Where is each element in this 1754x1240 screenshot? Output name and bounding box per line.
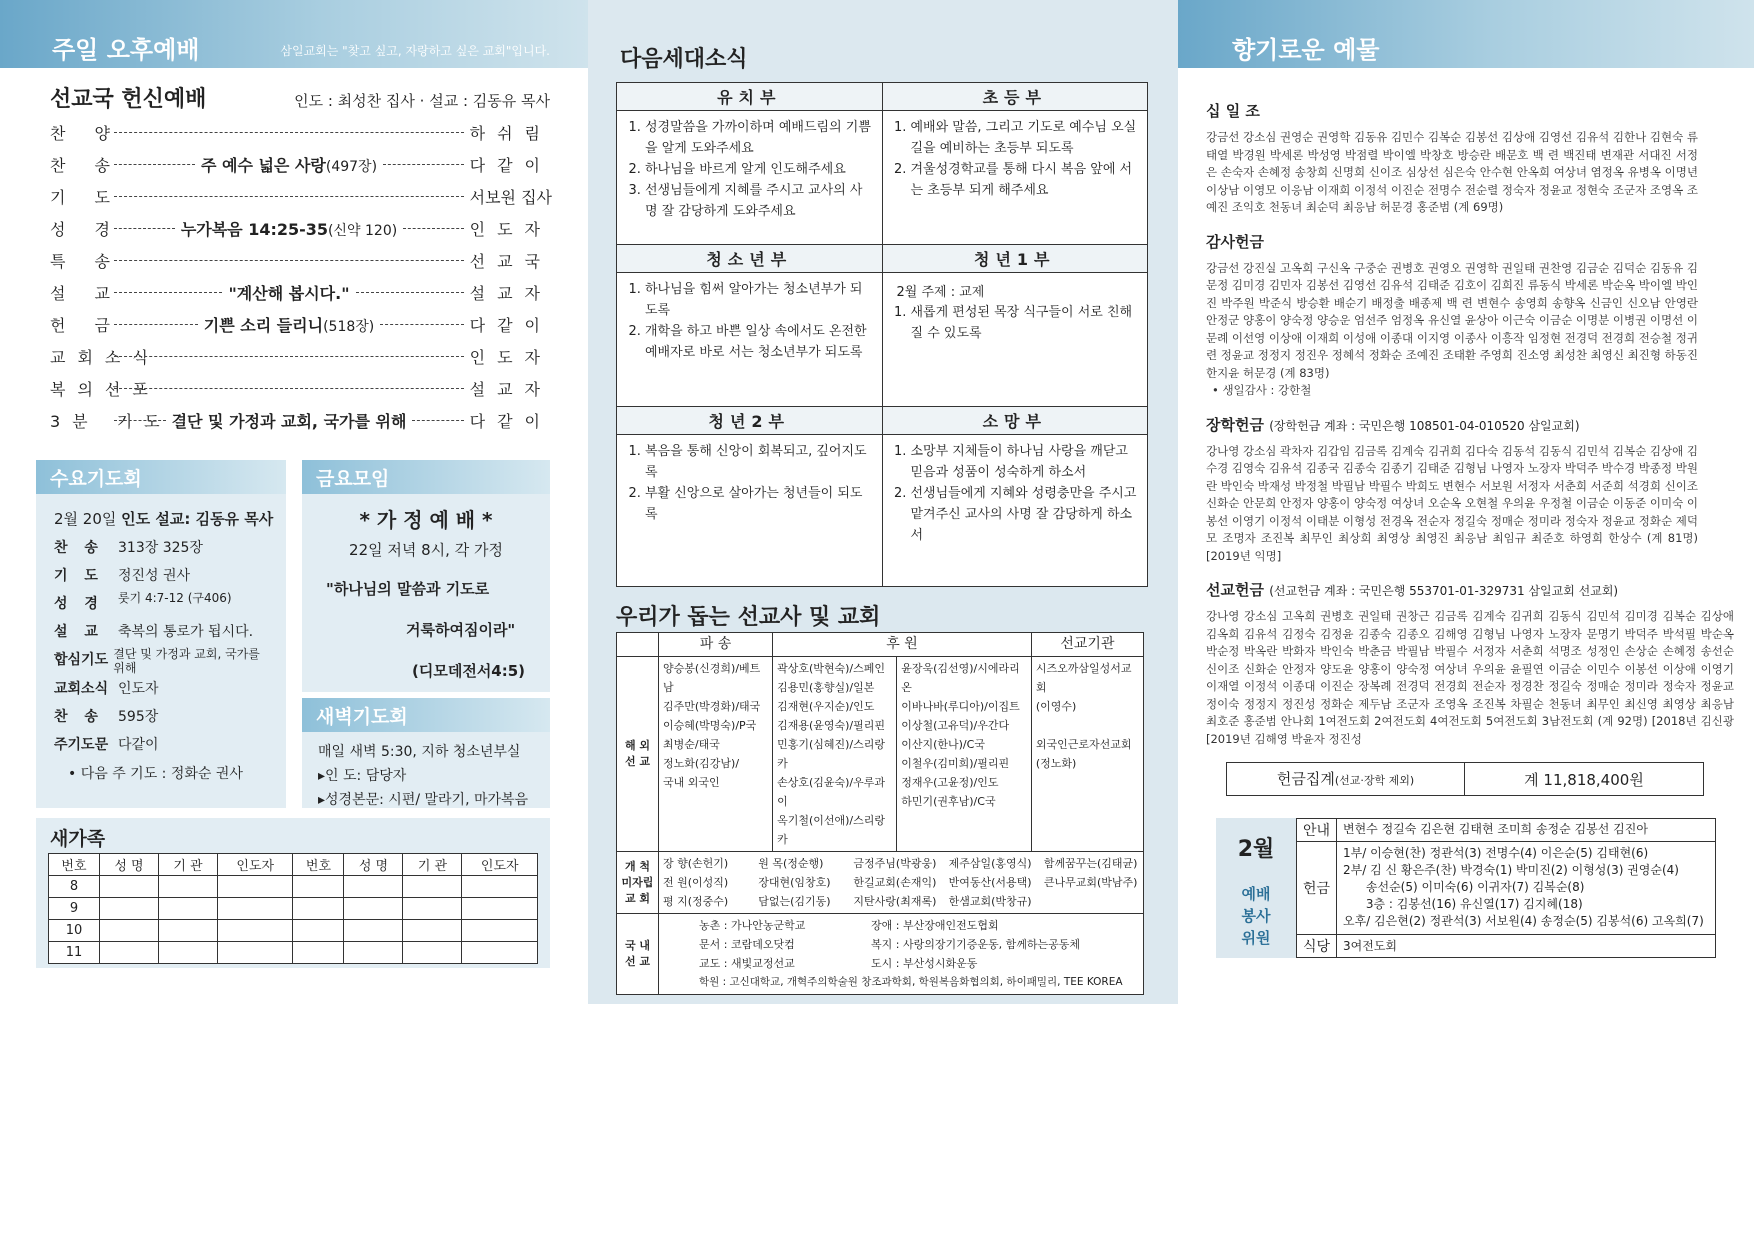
order-item-sub: (497장) xyxy=(325,158,378,175)
overseas-row xyxy=(617,657,1144,852)
wed-item xyxy=(54,731,274,759)
family-cell xyxy=(403,898,462,920)
family-cell xyxy=(293,920,344,942)
family-cell: 8 xyxy=(49,876,100,898)
scholarship-names: 강나영 강소심 곽차자 김갑임 김금록 김계숙 김귀희 김다숙 김동석 김동식 김민석 김복순 김상애 김수경 김영숙 김유석 김종국 김종숙 김종기 김태준 김형님 나영자 노장자 박덕주 박수경 박종정 박원란 박인숙 박재성 박정철 박필남 박필수 박희도 변현수 서보원 서정자 서춘희 서준희 석경희 신이조 신화순 안문희 안정자 양홍이 양숙정 여상녀 오순옥 오현철 우의윤 우정철 이금순 이동준 이미숙 이봉선 이영기 이정석 이태분 이형성 전경옥 전순자 정길숙 정매순 정미라 정숙자 정윤교 정화순 제덕모 조명자 조진복 최무인 최상희 최영상 최영진 최응남 최임규 최준호 하영희 한상수 (계 81명) [2019년 익명] xyxy=(1206,443,1698,563)
family-row xyxy=(49,942,538,964)
dawn-line-3: ▸성경본문: 시편/ 말라기, 마가복음 xyxy=(318,792,529,808)
dept-body xyxy=(617,435,883,587)
volunteer-row xyxy=(1297,819,1716,842)
family-cell xyxy=(403,920,462,942)
mission-entry: 외국인근로자선교회 xyxy=(1035,738,1132,751)
dept-body xyxy=(882,435,1148,587)
wed-item xyxy=(54,703,274,731)
domestic-label: 국 내 선 교 xyxy=(617,914,659,995)
pioneer-church: 큰나무교회(박남주) xyxy=(1043,876,1138,889)
domestic-line xyxy=(699,954,1139,973)
mission-entry: (이영수) xyxy=(1035,700,1077,713)
dept-item: 3. 선생님들에게 지혜를 주시고 교사의 사명 잘 감당하게 도와주세요 xyxy=(645,180,874,222)
pioneer-church xyxy=(1044,892,1139,911)
family-cell xyxy=(462,876,538,898)
wed-leader: 인도 설교: 김동유 목사 xyxy=(121,510,274,528)
mission-header: 선교기관 xyxy=(1031,633,1143,657)
family-header: 인도자 xyxy=(462,854,538,876)
mission-corner xyxy=(617,633,659,657)
pioneer-line xyxy=(663,854,1139,873)
pioneer-cell xyxy=(659,852,1144,914)
dept-name: 초등부 xyxy=(882,83,1148,111)
mission-entry: 정재우(고윤정)/인도 xyxy=(901,776,999,789)
order-label: 복의선포 xyxy=(50,379,160,399)
thanks-names: 강금선 강진실 고옥희 구신옥 구중순 권병호 권영오 권영학 권일태 권찬영 김금순 김덕순 김동유 김문정 김미경 김민자 김봉선 김영선 김유석 김태준 김호이 김희진 류동식 박세론 박순옥 박이엘 박인진 박주원 박준식 방승환 배순기 배정출 배종제 백 련 변현수 송영희 송향옥 신금인 신오남 안영란 안정군 양홍이 양숙정 양승운 엄선주 엄정옥 유신열 윤상아 이근숙 이금순 이명분 이병권 이명선 이문례 이선영 이상애 이재희 이성애 이종대 이지영 이종사 이흥작 임정현 전경덕 전경희 전승철 정귀련 정윤교 정정지 정진우 정혜석 정화순 조예진 조태환 주영희 진소영 최성찬 최영신 최진형 하동진 한지윤 허문경 (계 83명) xyxy=(1206,260,1698,380)
domestic-item: 도시 : 부산성시화운동 xyxy=(871,957,978,970)
wed-items xyxy=(54,534,274,759)
family-cell xyxy=(344,876,403,898)
dept-item: 1. 소망부 지체들이 하나님 사랑을 깨닫고 믿음과 성품이 성숙하게 하소서 xyxy=(911,441,1140,483)
right-header-title: 향기로운 예물 xyxy=(1232,36,1380,64)
wed-item xyxy=(54,534,274,562)
volunteer-names: 변현수 정길숙 김은현 김태현 조미희 송정순 김봉선 김진아 xyxy=(1337,819,1716,842)
domestic-item: 교도 : 새빛교정선교 xyxy=(699,957,795,970)
mission-entry: 곽상호(박현숙)/스페인 xyxy=(777,662,886,675)
total-label: 헌금집계 xyxy=(1276,770,1335,788)
pioneer-line xyxy=(663,873,1139,892)
wed-item-label: 성 경 xyxy=(54,596,104,612)
dept-body xyxy=(882,111,1148,245)
dawn-line-2: ▸인 도: 담당자 xyxy=(318,768,407,784)
next-gen-table xyxy=(616,82,1148,587)
friday-time: 22일 저녁 8시, 각 가정 xyxy=(349,541,503,559)
order-person: 다같이 xyxy=(469,315,552,335)
volunteer-row xyxy=(1297,935,1716,958)
dept-header-row xyxy=(617,83,1148,111)
order-dash xyxy=(114,228,175,229)
wed-item xyxy=(54,646,274,675)
mission-entry: 시즈오까삼일성서교회 xyxy=(1035,662,1132,694)
dept-item: 1. 성경말씀을 가까이하며 예배드림의 기쁨을 알게 도와주세요 xyxy=(645,117,874,159)
friday-verse-2: 거룩하여짐이라" xyxy=(406,621,516,639)
dept-list xyxy=(883,435,1148,546)
dept-list xyxy=(617,273,882,363)
family-header: 번호 xyxy=(49,854,100,876)
family-cell: 10 xyxy=(49,920,100,942)
dept-list xyxy=(883,111,1148,201)
order-dash xyxy=(114,260,464,261)
tithe-title: 십 일 조 xyxy=(1206,102,1260,120)
order-row xyxy=(50,180,552,212)
domestic-item: 농촌 : 가나안농군학교 xyxy=(699,919,806,932)
pioneer-church: 장 향(손헌기) xyxy=(663,857,729,870)
family-cell xyxy=(403,942,462,964)
order-item: 누가복음 14:25-35(신약 120) xyxy=(180,219,398,239)
dept-item: 1. 예배와 말씀, 그리고 기도로 예수님 오실 길을 예비하는 초등부 되도록 xyxy=(911,117,1140,159)
family-cell xyxy=(158,942,217,964)
volunteer-label: 예배 봉사 위원 xyxy=(1241,885,1271,947)
volunteer-names: 3여전도회 xyxy=(1337,935,1716,958)
dept-theme: 2월 주제 : 교제 xyxy=(896,285,985,300)
mission-entry: 이철우(김미희)/필리핀 xyxy=(901,757,1010,770)
left-header xyxy=(0,0,588,68)
church-slogan: 삼일교회는 "찾고 싶고, 자랑하고 싶은 교회"입니다. xyxy=(280,44,550,58)
overseas-cell xyxy=(773,657,897,852)
order-row xyxy=(50,372,552,404)
total-sub: (선교·장학 제외) xyxy=(1334,774,1415,787)
pioneer-church: 금정주님(박광웅) xyxy=(853,857,937,870)
left-column xyxy=(0,0,588,1004)
family-cell: 11 xyxy=(49,942,100,964)
dept-item: 1. 하나님을 힘써 알아가는 청소년부가 되도록 xyxy=(645,279,874,321)
wed-item-label: 합심기도 xyxy=(54,652,109,668)
dept-name: 청소년부 xyxy=(617,245,883,273)
dawn-line-1: 매일 새벽 5:30, 지하 청소년부실 xyxy=(318,744,521,760)
new-family-box xyxy=(36,818,550,968)
dept-body-row xyxy=(617,435,1148,587)
family-cell xyxy=(462,920,538,942)
wed-item-label: 기 도 xyxy=(54,568,104,584)
order-dash xyxy=(114,356,464,357)
wed-item-value: 룻기 4:7-12 (구406) xyxy=(118,591,232,605)
family-header: 번호 xyxy=(293,854,344,876)
family-header: 기 관 xyxy=(403,854,462,876)
order-item: 결단 및 가정과 교회, 국가를 위해 xyxy=(171,411,407,431)
dept-list xyxy=(617,435,882,525)
family-cell: 9 xyxy=(49,898,100,920)
domestic-line xyxy=(699,916,1139,935)
order-dash xyxy=(114,132,464,133)
mission-entry: 정노화(김강남)/ xyxy=(663,757,740,770)
family-row xyxy=(49,898,538,920)
domestic-line xyxy=(699,935,1139,954)
pioneer-church: 장대현(임창호) xyxy=(758,876,831,889)
family-cell xyxy=(99,898,158,920)
dept-body xyxy=(617,111,883,245)
family-row xyxy=(49,920,538,942)
mission-entry: 국내 외국인 xyxy=(663,776,720,789)
friday-verse-ref: (디모데전서4:5) xyxy=(412,662,526,680)
volunteer-names: 1부/ 이승현(찬) 정관석(3) 전명수(4) 이은순(5) 김태현(6) 2부/ 김 신 황은주(찬) 박경숙(1) 박미진(2) 이형성(3) 권영순(4) 송선순(5) 이미숙(6) 이귀자(7) 김복순(8) 3층 : 김봉선(16) 유신열(17) 김지혜(18) 오후/ 김은현(2) 정관석(3) 서보원(4) 송정순(5) 김봉석(6) 고옥희(7) xyxy=(1337,841,1716,934)
mission-header-row xyxy=(617,633,1144,657)
family-row xyxy=(49,876,538,898)
family-cell xyxy=(158,898,217,920)
family-cell xyxy=(99,876,158,898)
dept-item: 1. 새롭게 편성된 목장 식구들이 서로 친해질 수 있도록 xyxy=(911,302,1140,344)
order-row xyxy=(50,212,552,244)
volunteer-row xyxy=(1297,841,1716,934)
order-label: 찬 송 xyxy=(50,155,122,175)
family-cell xyxy=(99,920,158,942)
order-dash xyxy=(412,420,464,421)
pioneer-church: 전 원(이성직) xyxy=(663,876,729,889)
dept-header-row xyxy=(617,407,1148,435)
order-label: 찬 양 xyxy=(50,123,122,143)
total-value: 계 11,818,400원 xyxy=(1524,770,1644,789)
pioneer-church: 원 목(정순행) xyxy=(758,857,824,870)
wed-item xyxy=(54,618,274,646)
wed-item xyxy=(54,562,274,590)
order-dash xyxy=(114,164,195,165)
family-header: 인도자 xyxy=(218,854,293,876)
order-dash xyxy=(114,196,464,197)
friday-box xyxy=(302,460,550,692)
pioneer-church: 지탄사랑(최재록) xyxy=(853,895,937,908)
order-label: 교회소식 xyxy=(50,347,160,367)
worship-order xyxy=(50,116,552,436)
mission-title: 우리가 돕는 선교사 및 교회 xyxy=(616,605,881,630)
dept-body-row xyxy=(617,273,1148,407)
dept-list xyxy=(883,300,1148,344)
mission-entry: 김재현(우지순)/인도 xyxy=(777,700,875,713)
dept-body xyxy=(882,273,1148,407)
pioneer-row xyxy=(617,852,1144,914)
order-person: 설교자 xyxy=(469,379,552,399)
order-label: 특 송 xyxy=(50,251,122,271)
volunteer-role: 안내 xyxy=(1297,819,1337,842)
order-item-sub: (518장) xyxy=(323,318,375,335)
order-label: 설 교 xyxy=(50,283,122,303)
pioneer-church: 제주삼일(홍영식) xyxy=(948,857,1032,870)
order-dash xyxy=(403,228,464,229)
dept-item: 1. 복음을 통해 신앙이 회복되고, 깊어지도록 xyxy=(645,441,874,483)
wed-next-prayer: • 다음 주 기도 : 정화순 권사 xyxy=(68,766,243,782)
dawn-box xyxy=(302,698,550,808)
pioneer-label: 개 척 미자립 교 회 xyxy=(617,852,659,914)
wed-item xyxy=(54,590,274,618)
wed-item-label: 찬 송 xyxy=(54,540,104,556)
overseas-cell xyxy=(897,657,1032,852)
overseas-cell xyxy=(1031,657,1143,852)
wednesday-title: 수요기도회 xyxy=(36,460,286,494)
family-cell xyxy=(218,942,293,964)
wed-item-value: 다같이 xyxy=(118,737,159,753)
overseas-cell xyxy=(659,657,773,852)
mission-entry: 김재용(윤영숙)/필리핀 xyxy=(777,719,886,732)
dept-item: 2. 부활 신앙으로 살아가는 청년들이 되도록 xyxy=(645,483,874,525)
mission-entry: 민홍기(심혜진)/스리랑카 xyxy=(777,738,886,770)
mission-table xyxy=(616,632,1144,995)
friday-title: 금요모임 xyxy=(302,460,550,494)
pioneer-line xyxy=(663,892,1139,911)
mission-entry: 이상철(고유덕)/우간다 xyxy=(901,719,1010,732)
dept-item: 2. 하나님을 바르게 알게 인도해주세요 xyxy=(645,159,874,180)
mission-entry: 양승봉(신경희)/베트남 xyxy=(663,662,761,694)
order-item: "계산해 봅시다." xyxy=(228,283,350,303)
volunteer-section xyxy=(1216,818,1716,958)
dept-body-row xyxy=(617,111,1148,245)
order-row xyxy=(50,276,552,308)
family-cell xyxy=(403,876,462,898)
wed-item-value: 결단 및 가정과 교회, 국가를 위해 xyxy=(113,647,260,675)
mission-entry: 윤장욱(김선영)/시에라리온 xyxy=(901,662,1020,694)
pioneer-church: 평 지(정중수) xyxy=(663,895,729,908)
mission-entry xyxy=(1036,716,1139,735)
family-cell xyxy=(293,876,344,898)
family-cell xyxy=(293,942,344,964)
wed-item-value: 인도자 xyxy=(118,681,159,697)
family-cell xyxy=(158,920,217,942)
wed-item-label: 찬 송 xyxy=(54,709,104,725)
volunteer-role: 식당 xyxy=(1297,935,1337,958)
offering-total-box xyxy=(1226,762,1704,796)
dept-item: 2. 개학을 하고 바쁜 일상 속에서도 온전한 예배자로 바로 서는 청소년부가 되도록 xyxy=(645,321,874,363)
order-person: 인도자 xyxy=(469,219,552,239)
mission-entry: (정노화) xyxy=(1035,757,1077,770)
dept-name: 청년2부 xyxy=(617,407,883,435)
order-dash xyxy=(380,324,464,325)
service-title: 선교국 헌신예배 xyxy=(50,87,207,112)
wed-date: 2월 20일 xyxy=(54,510,117,528)
order-row xyxy=(50,404,552,436)
domestic-item: 장애 : 부산장애인전도협회 xyxy=(871,919,999,932)
volunteer-month: 2월 xyxy=(1237,837,1275,862)
domestic-item: 복지 : 사랑의장기기증운동, 함께하는공동체 xyxy=(871,938,1080,951)
pioneer-church: 한길교회(손재익) xyxy=(853,876,937,889)
mission-offering-names: 강나영 강소심 고옥희 권병호 권일태 권창근 김금록 김계숙 김귀희 김동식 김민석 김미경 김복순 김상애 김옥희 김유석 김정숙 김정윤 김종숙 김종오 김해영 김형님 나영자 노장자 문명기 박덕주 박석필 박순옥 박순정 박옥란 박화자 박인숙 박춘금 박필남 박필수 서정자 서춘희 석명조 성정인 손상순 손혜정 송선순 신이조 신화순 안정자 양도윤 양홍이 양숙정 여상녀 우의윤 윤필연 이금순 이민수 이봉선 이상애 이영기 이재열 이정석 이종대 이진순 장복례 전경덕 전경희 전순자 정경찬 정길숙 정매순 정미라 정숙자 정윤교 정이숙 정정지 정진성 정화순 제두남 조군자 조영옥 조진복 차필순 천동녀 최무인 최신영 최영상 최응남 최호준 홍준범 안나회 1여전도회 2여전도회 4여전도회 5여전도회 3남전도회 (계 92명) [2018년 김신광 [2019년 김해영 박윤자 정진성 xyxy=(1206,609,1734,746)
next-gen-title: 다음세대소식 xyxy=(620,47,748,72)
order-row xyxy=(50,340,552,372)
dept-name: 유치부 xyxy=(617,83,883,111)
birthday-thanks: • 생일감사 : 강한철 xyxy=(1212,383,1312,397)
mission-entry: 최병순/태국 xyxy=(663,738,720,751)
wednesday-box xyxy=(36,460,286,808)
pioneer-church: 반여동산(서용택) xyxy=(948,876,1032,889)
order-person: 인도자 xyxy=(469,347,552,367)
family-cell xyxy=(218,898,293,920)
dept-item: 2. 겨울성경학교를 통해 다시 복음 앞에 서는 초등부 되게 해주세요 xyxy=(911,159,1140,201)
order-dash xyxy=(114,292,222,293)
mission-offering-account: (선교헌금 계좌 : 국민은행 553701-01-329731 삼일교회 선교회) xyxy=(1269,584,1619,598)
friday-verse-1: "하나님의 말씀과 기도로 xyxy=(326,580,490,598)
family-cell xyxy=(344,898,403,920)
family-cell xyxy=(99,942,158,964)
dept-item: 2. 선생님들에게 지혜와 성령충만을 주시고 맡겨주신 교사의 사명 잘 감당하게 하소서 xyxy=(911,483,1140,546)
order-row xyxy=(50,116,552,148)
family-cell xyxy=(218,920,293,942)
order-person: 설교자 xyxy=(469,283,552,303)
volunteer-table xyxy=(1296,818,1716,958)
domestic-line: 학원 : 고신대학교, 개혁주의학술원 창조과학회, 학원복음화협의회, 하이패밀리, TEE KOREA xyxy=(699,976,1123,988)
order-person: 하쉬림 xyxy=(469,123,552,143)
order-person: 선교국 xyxy=(469,251,552,271)
dawn-title: 새벽기도회 xyxy=(302,698,550,732)
mission-entry: 하민기(권후남)/C국 xyxy=(901,795,996,808)
order-dash xyxy=(356,292,464,293)
wed-item-label: 설 교 xyxy=(54,624,104,640)
mission-header: 파 송 xyxy=(659,633,773,657)
family-cell xyxy=(462,942,538,964)
dept-name: 소망부 xyxy=(882,407,1148,435)
order-item-sub: (신약 120) xyxy=(328,222,398,239)
domestic-cell xyxy=(659,914,1144,995)
order-person: 서보원 집사 xyxy=(469,187,552,207)
pioneer-church: 함께꿈꾸는(김태균) xyxy=(1043,857,1138,870)
order-label: 기 도 xyxy=(50,187,122,207)
mission-entry: 손상호(김윤숙)/우루과이 xyxy=(777,776,886,808)
order-dash xyxy=(383,164,464,165)
service-meta: 인도 : 최성찬 집사 · 설교 : 김동유 목사 xyxy=(294,92,550,110)
family-header: 성 명 xyxy=(344,854,403,876)
scholarship-account: (장학헌금 계좌 : 국민은행 108501-04-010520 삼일교회) xyxy=(1269,418,1580,433)
thanks-title: 감사헌금 xyxy=(1206,232,1264,251)
domestic-item: 문서 : 코람데오닷컴 xyxy=(699,938,795,951)
dept-body xyxy=(617,273,883,407)
right-header xyxy=(1178,0,1754,68)
family-cell xyxy=(158,876,217,898)
mission-entry: 김주만(박경화)/태국 xyxy=(663,700,761,713)
mission-offering-title: 선교헌금 xyxy=(1206,581,1264,599)
right-column xyxy=(1178,0,1754,1004)
order-label: 3분 기도 xyxy=(50,411,172,431)
order-item: 기쁜 소리 들리니(518장) xyxy=(203,315,375,335)
mission-entry: 김용민(홍향실)/일본 xyxy=(777,681,875,694)
mission-entry: 이승혜(박명숙)/P국 xyxy=(663,719,757,732)
domestic-row xyxy=(617,914,1144,995)
family-header: 기 관 xyxy=(158,854,217,876)
dept-name: 청년1부 xyxy=(882,245,1148,273)
order-dash xyxy=(114,420,166,421)
overseas-label: 해 외 선 교 xyxy=(617,657,659,852)
mission-entry: 이바나바(루디아)/이집트 xyxy=(901,700,1020,713)
order-person: 다같이 xyxy=(469,411,552,431)
order-person: 다같이 xyxy=(469,155,552,175)
order-dash xyxy=(114,324,198,325)
order-row xyxy=(50,148,552,180)
wed-item xyxy=(54,675,274,703)
family-cell xyxy=(218,876,293,898)
family-cell xyxy=(344,920,403,942)
wed-item-value: 595장 xyxy=(118,709,159,725)
new-family-title: 새가족 xyxy=(50,828,106,850)
dept-list xyxy=(617,111,882,222)
wed-item-label: 교회소식 xyxy=(54,681,109,697)
mission-entry: 이산지(한나)/C국 xyxy=(901,738,985,751)
wed-item-value: 313장 325장 xyxy=(118,540,203,556)
left-header-title: 주일 오후예배 xyxy=(52,36,200,64)
pioneer-church: 한샘교회(박창규) xyxy=(948,895,1032,908)
mission-header: 후 원 xyxy=(773,633,1032,657)
family-header: 성 명 xyxy=(99,854,158,876)
wed-item-value: 축복의 통로가 됩시다. xyxy=(118,624,254,640)
wed-item-value: 정진성 권사 xyxy=(118,568,191,584)
order-item: 주 예수 넓은 사랑(497장) xyxy=(200,155,378,175)
scholarship-title: 장학헌금 xyxy=(1206,415,1264,434)
order-label: 성 경 xyxy=(50,219,122,239)
friday-sub: * 가 정 예 배 * xyxy=(359,508,493,532)
order-row xyxy=(50,308,552,340)
family-cell xyxy=(293,898,344,920)
volunteer-role: 헌금 xyxy=(1297,841,1337,934)
family-cell xyxy=(462,898,538,920)
order-label: 헌 금 xyxy=(50,315,122,335)
dept-header-row xyxy=(617,245,1148,273)
new-family-table xyxy=(48,853,538,964)
mission-entry: 옥기철(이선애)/스리랑카 xyxy=(777,814,886,846)
family-cell xyxy=(344,942,403,964)
tithe-names: 강금선 강소심 권영순 권영학 김동유 김민수 김복순 김봉선 김상애 김영선 김유석 김한나 김현숙 류태열 박경원 박세론 박성영 박점렬 박이엘 박창호 방승란 배문호 백 련 백진태 변재관 서대진 서정은 손숙자 손혜정 송창희 신명희 신이조 심상선 심은숙 안수현 안옥희 여상녀 염정옥 유병옥 이명년 이상남 이영모 이응남 이재희 이정석 이진순 전명수 전순렬 정숙자 정윤교 정현숙 조군자 조영옥 조예진 조익호 천동녀 최순덕 최응남 허문경 홍준범 (계 69명) xyxy=(1206,130,1698,214)
wed-item-label: 주기도문 xyxy=(54,737,109,753)
order-dash xyxy=(114,388,464,389)
order-row xyxy=(50,244,552,276)
pioneer-church: 담없는(김기동) xyxy=(758,895,831,908)
